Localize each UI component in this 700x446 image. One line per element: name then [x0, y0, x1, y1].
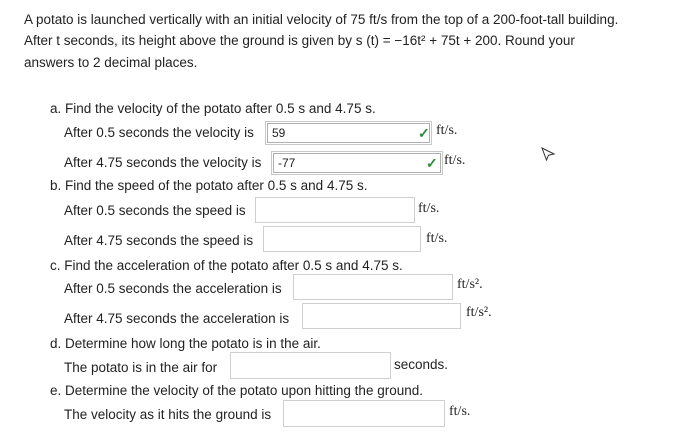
part-c-row2-label: After 4.75 seconds the acceleration is [64, 311, 290, 326]
part-b-question: b. Find the speed of the potato after 0.5 s and 4.75 s. [50, 178, 368, 193]
speed-4-75-input[interactable] [263, 226, 421, 252]
part-b-row2-unit: ft/s. [426, 231, 448, 246]
part-e-row1-unit: ft/s. [449, 404, 471, 419]
part-d-row1-label: The potato is in the air for [64, 360, 218, 375]
impact-velocity-input[interactable] [283, 400, 445, 427]
acceleration-4-75-input[interactable] [302, 303, 461, 329]
part-a-row1-label: After 0.5 seconds the velocity is [64, 125, 254, 140]
problem-line-1: A potato is launched vertically with an initial velocity of 75 ft/s from the top of a 200-foot-tall building. [24, 12, 619, 27]
part-a-row2-label: After 4.75 seconds the velocity is [64, 155, 262, 170]
problem-line-2: After t seconds, its height above the ground is given by s (t) = −16t² + 75t + 200. Round your [24, 33, 575, 48]
time-in-air-input[interactable] [230, 352, 391, 379]
part-c-row1-label: After 0.5 seconds the acceleration is [64, 281, 282, 296]
part-d-question: d. Determine how long the potato is in the air. [50, 336, 321, 351]
part-b-row1-label: After 0.5 seconds the speed is [64, 203, 246, 218]
speed-0-5-input[interactable] [255, 197, 415, 223]
part-c-question: c. Find the acceleration of the potato after 0.5 s and 4.75 s. [50, 258, 403, 273]
part-a-row1-answer-box [265, 121, 432, 145]
part-a-row2-answer-box [271, 151, 443, 175]
part-b-row1-unit: ft/s. [418, 201, 440, 216]
checkmark-icon: ✓ [426, 155, 438, 171]
part-c-row1-unit: ft/s². [457, 277, 483, 292]
acceleration-0-5-input[interactable] [293, 274, 453, 300]
velocity-4-75-input[interactable] [273, 153, 441, 173]
part-a-question: a. Find the velocity of the potato after 0.5 s and 4.75 s. [50, 101, 376, 116]
checkmark-icon: ✓ [418, 125, 430, 141]
mouse-pointer-icon [540, 146, 556, 162]
part-c-row2-unit: ft/s². [466, 305, 492, 320]
part-e-question: e. Determine the velocity of the potato upon hitting the ground. [50, 383, 423, 398]
part-d-row1-unit: seconds. [394, 357, 449, 372]
problem-line-3: answers to 2 decimal places. [24, 55, 198, 70]
part-b-row2-label: After 4.75 seconds the speed is [64, 233, 254, 248]
part-a-row1-unit: ft/s. [436, 123, 458, 138]
part-a-row2-unit: ft/s. [444, 153, 466, 168]
part-e-row1-label: The velocity as it hits the ground is [64, 407, 272, 422]
velocity-0-5-input[interactable] [267, 123, 430, 143]
